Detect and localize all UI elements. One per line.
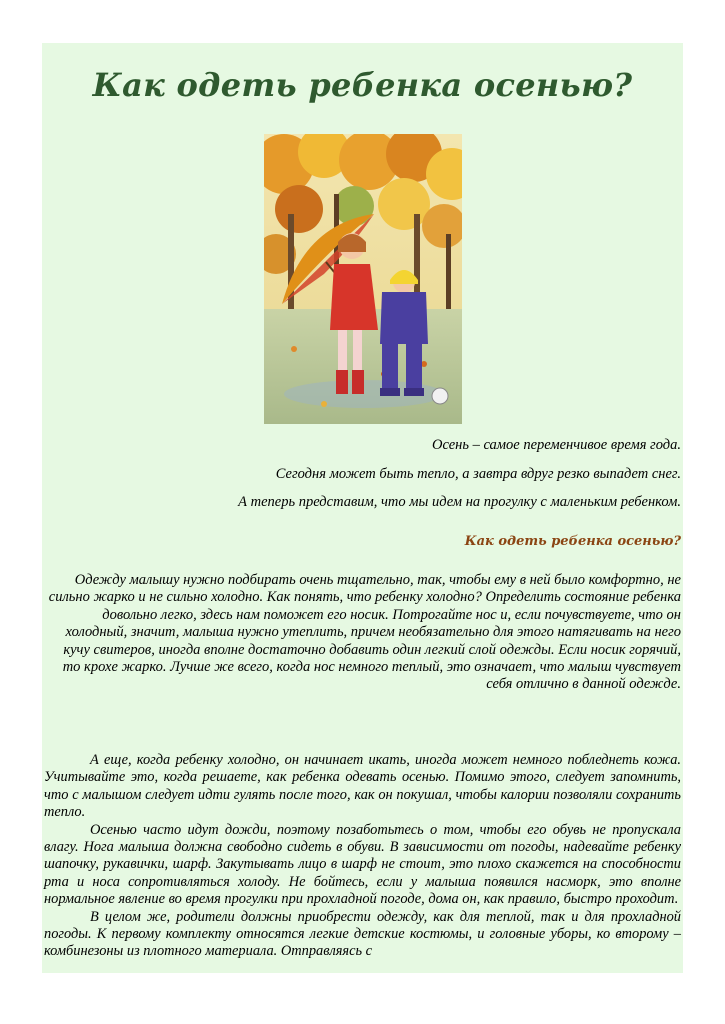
body-paragraph: Осенью часто идут дожди, поэтому позаботьтесь о том, чтобы его обувь не пропускала влагу. Нога малыша должна свободно сидеть в обуви. В зависимости от погоды, надевайте ребенку шапочку, рукавички, шарф. Закутывать лицо в шарф не стоит, это плохо скажется на способности рта и носа сопротивляться холоду. Не бойтесь, если у малыша появился насморк, это вполне нормальное явление во время прогулки при прохладной погоде, дома он, как правило, быстро проходит.: [44, 821, 681, 908]
page-title: Как одеть ребенка осенью?: [92, 66, 633, 104]
body-paragraph: А еще, когда ребенку холодно, он начинает икать, иногда может немного побледнеть кожа. Учитывайте это, когда решаете, как ребенка одевать осенью. Помимо этого, следует запомнить, что с малышом следует идти гулять после того, как он покушал, чтобы калории позволяли сохранить тепло.: [44, 752, 681, 821]
body-text: [44, 752, 681, 961]
autumn-children-illustration: [264, 134, 462, 424]
section-subheading: Как одеть ребенка осенью?: [464, 534, 681, 549]
intro-line: Сегодня может быть тепло, а завтра вдруг резко выпадет снег.: [275, 466, 681, 482]
intro-line: А теперь представим, что мы идем на прогулку с маленьким ребенком.: [238, 494, 681, 510]
body-paragraph: В целом же, родители должны приобрести одежду, как для теплой, так и для прохладной погоды. К первому комплекту относятся легкие детские костюмы, и головные уборы, ко второму – комбинезоны из плотного материала. Отправляясь с: [44, 908, 681, 960]
intro-line: Осень – самое переменчивое время года.: [432, 437, 681, 453]
body-paragraph: Одежду малышу нужно подбирать очень тщательно, так, чтобы ему в ней было комфортно, не сильно жарко и не сильно холодно. Как понять, что ребенку холодно? Определить состояние ребенка довольно легко, здесь нам поможет его носик. Потрогайте нос и, если почувствуете, что он холодный, значит, малыша нужно утеплить, причем необязательно для этого натягивать на него кучу свитеров, иногда вполне достаточно добавить один легкий слой одежды. Если носик горячий, то крохе жарко. Лучше же всего, когда нос немного теплый, это означает, что малыш чувствует себя отлично в данной одежде.: [48, 572, 681, 693]
